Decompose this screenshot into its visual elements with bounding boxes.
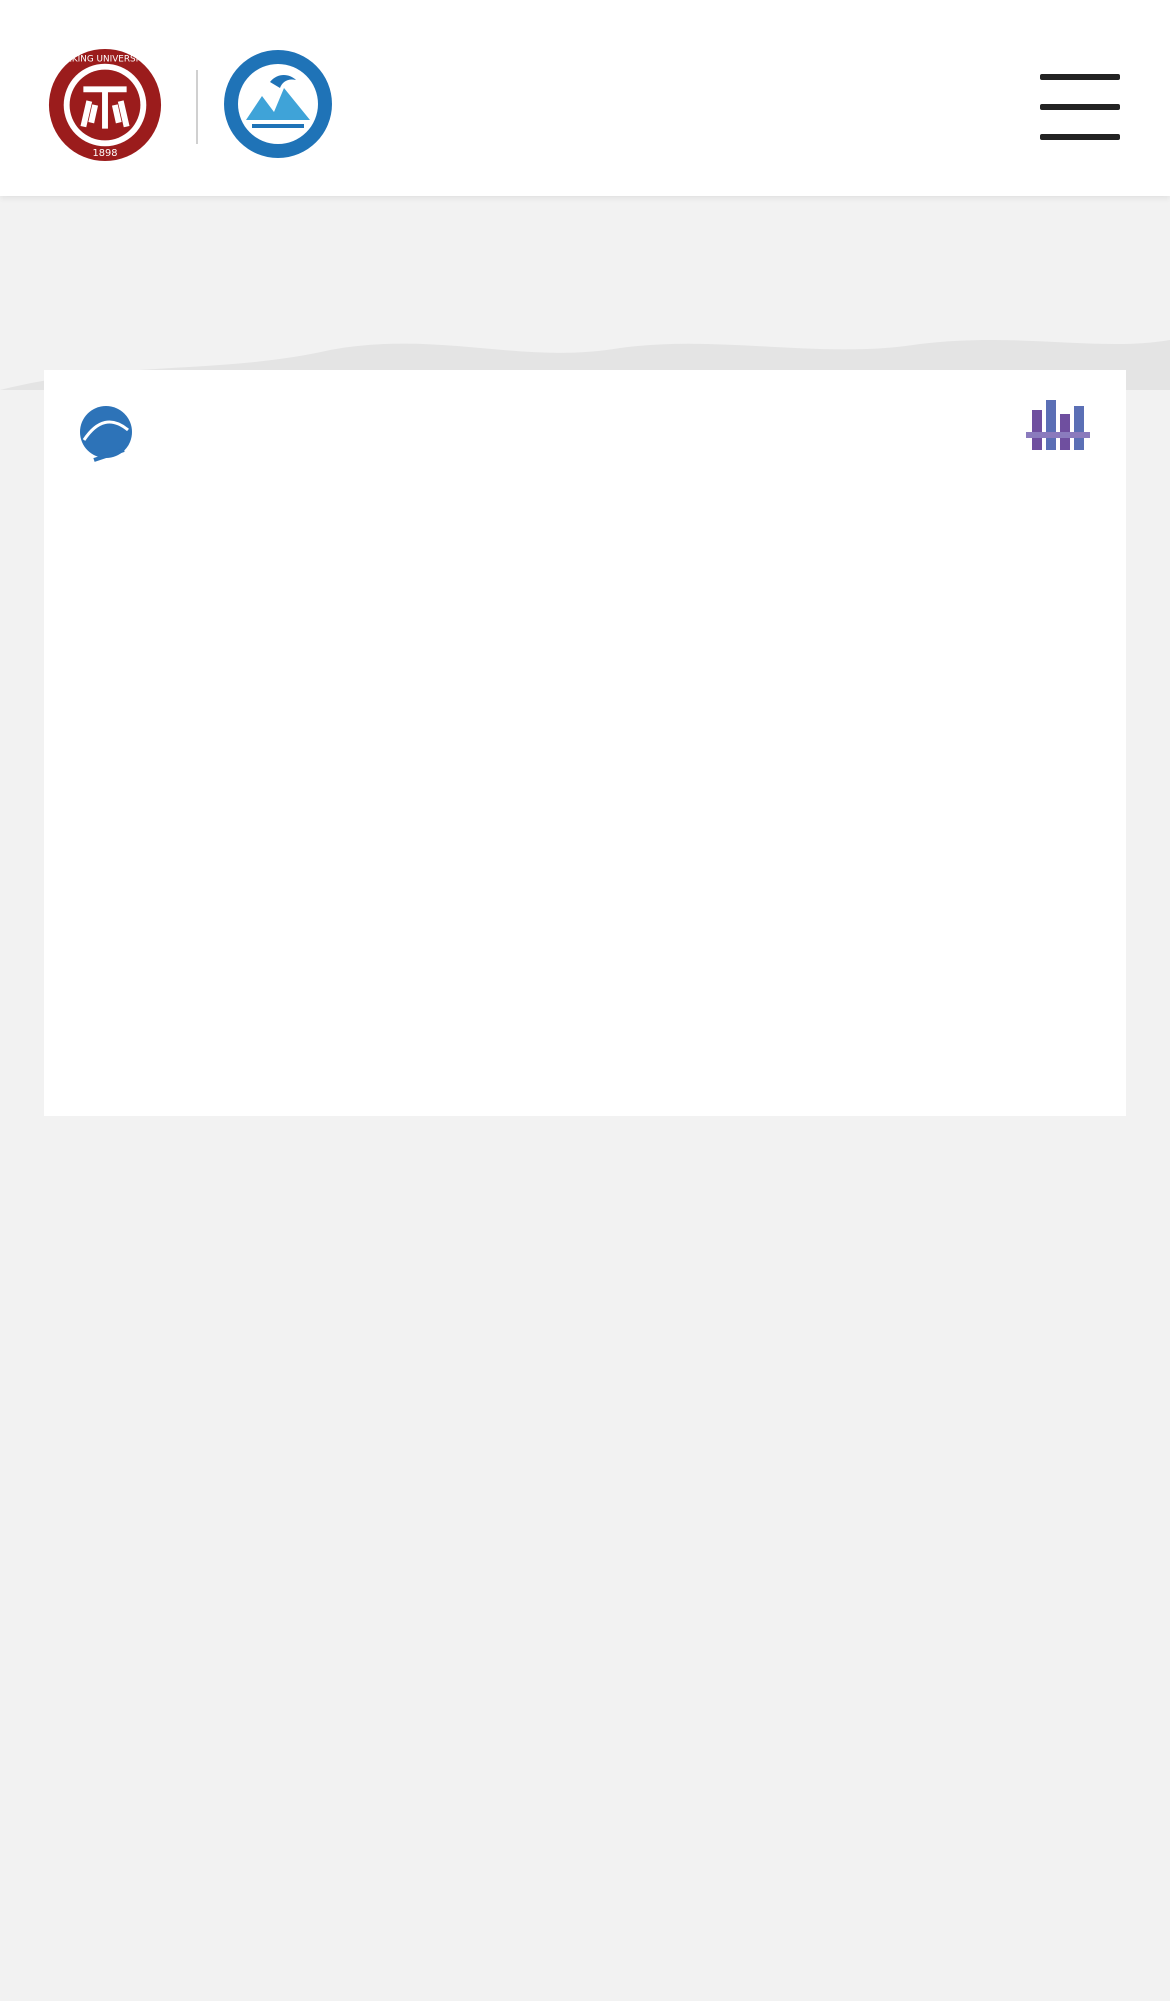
ics-logo-icon: [1026, 400, 1090, 450]
peking-university-seal-logo[interactable]: [46, 46, 164, 164]
svg-text:PEKING UNIVERSITY: PEKING UNIVERSITY: [60, 54, 150, 65]
logo-divider: [196, 70, 198, 144]
hamburger-menu-icon[interactable]: [1040, 74, 1120, 140]
iugs-logo-icon: [80, 406, 132, 460]
time-scale-chart: [44, 370, 1126, 1116]
svg-text:1898: 1898: [92, 148, 118, 160]
geological-museum-logo[interactable]: [222, 48, 334, 160]
geological-time-scale-image[interactable]: [44, 370, 1126, 1116]
site-header: [0, 0, 1170, 196]
